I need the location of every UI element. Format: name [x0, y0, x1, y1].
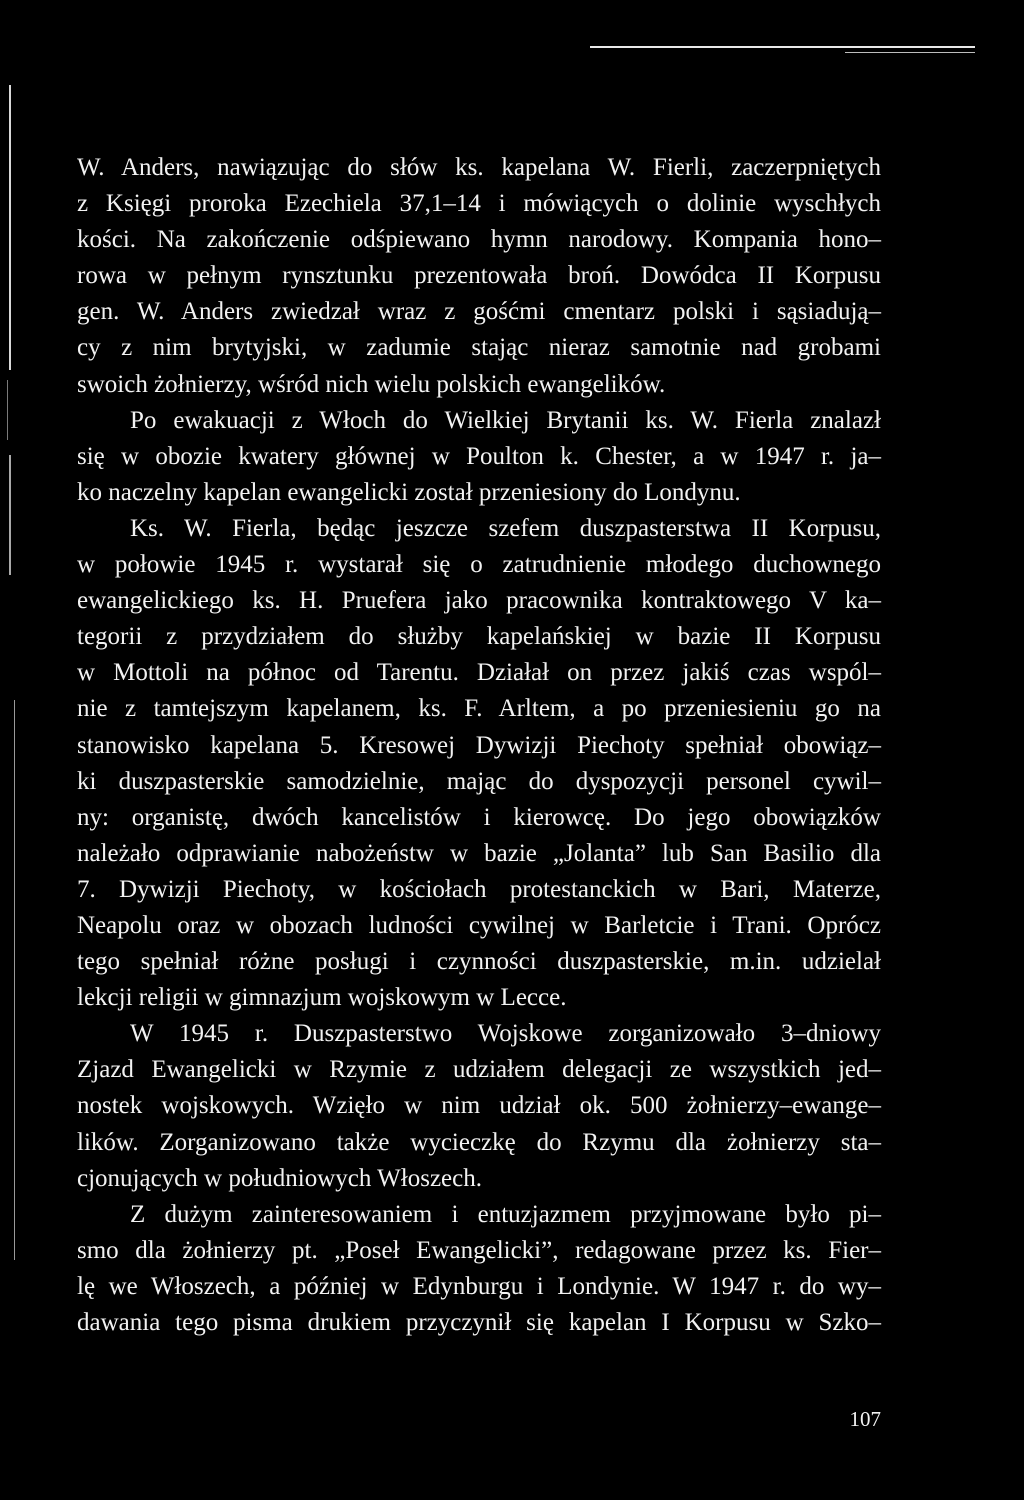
text-line: Ks. W. Fierla, będąc jeszcze szefem duszpasterstwa II Korpusu, — [130, 514, 881, 542]
text-line: W. Anders, nawiązując do słów ks. kapelana W. Fierli, zaczerpniętych — [77, 154, 881, 181]
text-line: rowa w pełnym rynsztunku prezentowała broń. Dowódca II Korpusu — [77, 262, 881, 290]
text-line: z Księgi proroka Ezechiela 37,1–14 i mówiących o dolinie wyschłych — [77, 190, 881, 218]
text-line: Po ewakuacji z Włoch do Wielkiej Brytanii ks. W. Fierla znalazł — [130, 406, 881, 434]
page-edge-mark — [14, 700, 15, 1260]
header-rule-thin — [845, 52, 975, 53]
text-line: smo dla żołnierzy pt. „Poseł Ewangelicki”, redagowane przez ks. Fier– — [77, 1236, 881, 1264]
page-edge-mark — [9, 85, 11, 370]
text-line: dawania tego pisma drukiem przyczynił się kapelan I Korpusu w Szko– — [77, 1309, 881, 1336]
text-line: należało odprawianie nabożeństw w bazie „Jolanta” lub San Basilio dla — [77, 839, 881, 867]
text-line: tego spełniał różne posługi i czynności duszpasterskie, m.in. udzielał — [77, 948, 881, 976]
text-line: tegorii z przydziałem do służby kapelańskiej w bazie II Korpusu — [77, 623, 881, 651]
header-rule — [590, 46, 975, 48]
text-line: cjonujących w południowych Włoszech. — [77, 1164, 482, 1192]
text-line: 7. Dywizji Piechoty, w kościołach protestanckich w Bari, Materze, — [77, 875, 881, 903]
text-line: Zjazd Ewangelicki w Rzymie z udziałem delegacji ze wszystkich jed– — [77, 1056, 881, 1084]
text-line: ny: organistę, dwóch kancelistów i kierowcę. Do jego obowiązków — [77, 803, 881, 831]
text-line: lę we Włoszech, a później w Edynburgu i Londynie. W 1947 r. do wy– — [77, 1272, 881, 1300]
text-line: w połowie 1945 r. wystarał się o zatrudnienie młodego duchownego — [77, 551, 881, 579]
text-line: się w obozie kwatery głównej w Poulton k. Chester, a w 1947 r. ja– — [77, 442, 881, 470]
text-line: swoich żołnierzy, wśród nich wielu polskich ewangelików. — [77, 370, 666, 398]
text-line: Z dużym zainteresowaniem i entuzjazmem przyjmowane było pi– — [130, 1200, 881, 1228]
text-line: ewangelickiego ks. H. Pruefera jako pracownika kontraktowego V ka– — [77, 587, 881, 615]
text-line: cy z nim brytyjski, w zadumie stając nieraz samotnie nad grobami — [77, 334, 881, 362]
page-number: 107 — [849, 1407, 881, 1431]
text-line: W 1945 r. Duszpasterstwo Wojskowe zorganizowało 3–dniowy — [130, 1020, 881, 1048]
text-line: w Mottoli na północ od Tarentu. Działał on przez jakiś czas wspól– — [77, 659, 881, 687]
text-line: gen. W. Anders zwiedzał wraz z gośćmi cmentarz polski i sąsiadują– — [77, 298, 881, 326]
text-line: lików. Zorganizowano także wycieczkę do Rzymu dla żołnierzy sta– — [77, 1128, 881, 1156]
text-line: Neapolu oraz w obozach ludności cywilnej w Barletcie i Trani. Oprócz — [77, 911, 881, 939]
text-line: ko naczelny kapelan ewangelicki został przeniesiony do Londynu. — [77, 478, 741, 506]
page-edge-mark — [7, 380, 8, 440]
text-line: lekcji religii w gimnazjum wojskowym w Lecce. — [77, 984, 567, 1012]
text-line: nostek wojskowych. Wzięło w nim udział ok. 500 żołnierzy–ewange– — [77, 1092, 881, 1120]
text-line: stanowisko kapelana 5. Kresowej Dywizji Piechoty spełniał obowiąz– — [77, 731, 881, 759]
body-text — [77, 150, 881, 1341]
text-line: ki duszpasterskie samodzielnie, mając do dyspozycji personel cywil– — [77, 767, 881, 795]
page-edge-mark — [9, 455, 11, 575]
text-line: kości. Na zakończenie odśpiewano hymn narodowy. Kompania hono– — [77, 226, 881, 254]
text-line: nie z tamtejszym kapelanem, ks. F. Arltem, a po przeniesieniu go na — [77, 695, 881, 723]
